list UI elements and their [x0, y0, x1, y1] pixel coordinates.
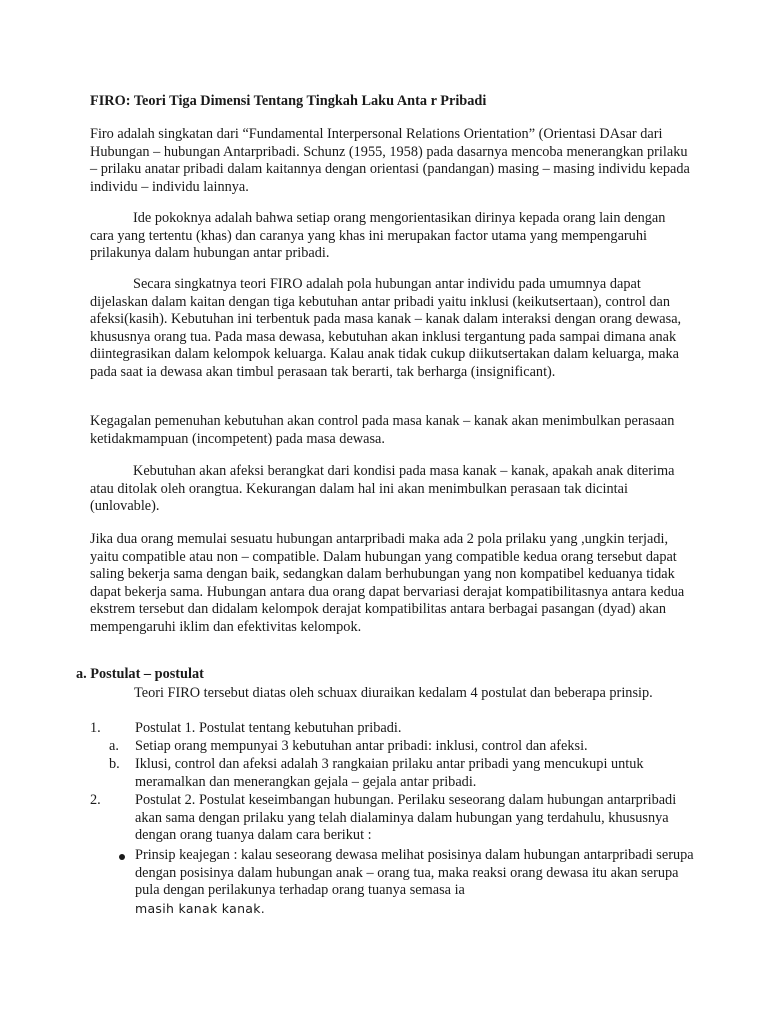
bullet-icon — [119, 854, 125, 860]
section-intro: Teori FIRO tersebut diatas oleh schuax diuraikan kedalam 4 postulat dan beberapa prinsip. — [134, 685, 653, 701]
bullet-1-tail: masih kanak kanak. — [135, 901, 266, 916]
item-2-text: Postulat 2. Postulat keseimbangan hubungan. Perilaku seseorang dalam hubungan antarpribadi akan sama dengan prilaku yang telah dialaminya dalam hubungan yang terdahulu, khususnya dengan orang tuanya dalam cara berikut : — [135, 792, 677, 843]
paragraph-compatibility: Jika dua orang memulai sesuatu hubungan antarpribadi maka ada 2 pola prilaku yang ,ungkin terjadi, yaitu compatible atau non – compatible. Dalam hubungan yang compatible kedua orang tersebut dapat saling bekerja sama dengan baik, sedangkan dalam berhubungan yang non kompatibel keduanya tidak dapat bekerja sama. Hubungan antara dua orang dapat bervariasi derajat kompatibilitasnya antara kedua ekstrem tersebut dan didalam kelompok derajat kompatibilitas antara berbagai pasangan (dyad) akan mempengaruhi iklim dan efektivitas kelompok. — [90, 531, 685, 635]
bullet-1-text: Prinsip keajegan : kalau seseorang dewasa melihat posisinya dalam hubungan antarpribadi serupa dengan posisinya dalam hubungan anak – orang tua, maka reaksi orang dewasa itu akan serupa pula dengan perilakunya terhadap orang tuanya semasa ia — [135, 847, 694, 898]
sub-item-a-text: Setiap orang mempunyai 3 kebutuhan antar pribadi: inklusi, control dan afeksi. — [135, 738, 588, 754]
paragraph-main-idea: Ide pokoknya adalah bahwa setiap orang mengorientasikan dirinya kepada orang lain dengan cara yang tertentu (khas) dan caranya yang khas ini merupakan factor utama yang mempengaruhi prilakunya dalam hubungan antar pribadi. — [90, 210, 666, 261]
paragraph-affection: Kebutuhan akan afeksi berangkat dari kondisi pada masa kanak – kanak, apakah anak diterima atau ditolak oleh orangtua. Kekurangan dalam hal ini akan menimbulkan perasaan tak dicintai (unlovable). — [90, 463, 675, 514]
item-1-number: 1. — [90, 720, 101, 736]
item-2-number: 2. — [90, 792, 101, 808]
paragraph-summary: Secara singkatnya teori FIRO adalah pola hubungan antar individu pada umumnya dapat dijelaskan dalam kaitan dengan tiga kebutuhan antar pribadi yaitu inklusi (keikutsertaan), control dan afeksi(kasih). Kebutuhan ini terbentuk pada masa kanak – kanak dalam interaksi dengan orang dewasa, khususnya orang tua. Pada masa dewasa, kebutuhan akan inklusi tergantung pada sampai dimana anak diintegrasikan dalam kelompok keluarga. Kalau anak tidak cukup diikutsertakan dalam keluarga, maka pada saat ia dewasa akan timbul perasaan tak berarti, tak berharga (insignificant). — [90, 276, 682, 380]
paragraph-control: Kegagalan pemenuhan kebutuhan akan control pada masa kanak – kanak akan menimbulkan perasaan ketidakmampuan (incompetent) pada masa dewasa. — [90, 413, 675, 447]
paragraph-intro: Firo adalah singkatan dari “Fundamental Interpersonal Relations Orientation” (Orientasi DAsar dari Hubungan – hubungan Antarpribadi. Schunz (1955, 1958) pada dasarnya mencoba menerangkan prilaku – prilaku anatar pribadi dalam kaitannya dengan orientasi (pandangan) masing – masing individu kepada individu – individu lainnya. — [90, 126, 690, 195]
sub-item-b-label: b. — [109, 756, 120, 772]
section-heading: a. Postulat – postulat — [76, 666, 204, 682]
sub-item-b-text: Iklusi, control dan afeksi adalah 3 rangkaian prilaku antar pribadi yang mencukupi untuk meramalkan dan menerangkan gejala – gejala antar pribadi. — [135, 756, 644, 790]
sub-item-a-label: a. — [109, 738, 119, 754]
item-1-text: Postulat 1. Postulat tentang kebutuhan pribadi. — [135, 720, 402, 736]
document-title: FIRO: Teori Tiga Dimensi Tentang Tingkah Laku Anta r Pribadi — [90, 93, 487, 109]
